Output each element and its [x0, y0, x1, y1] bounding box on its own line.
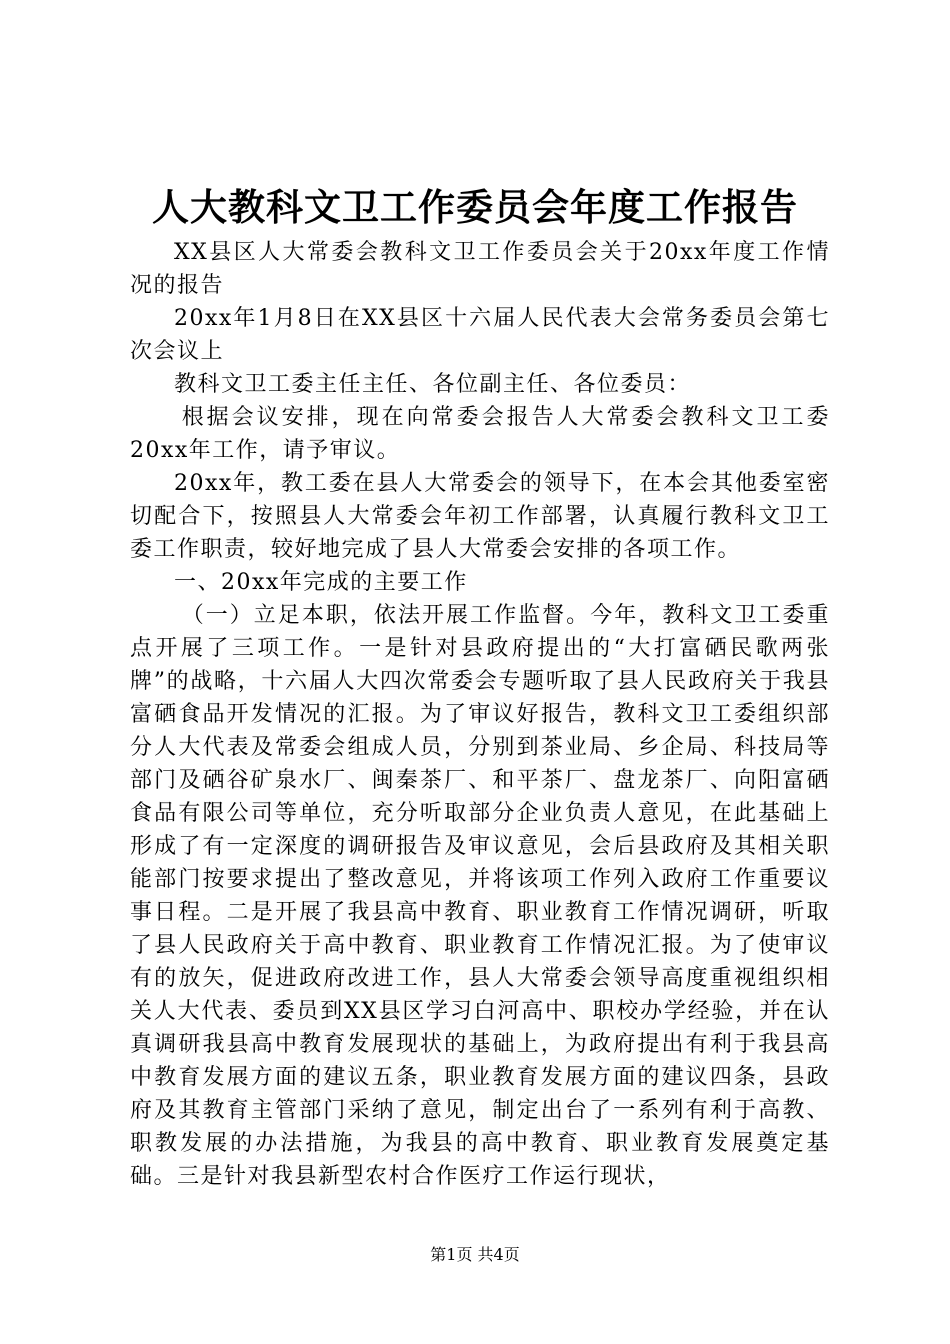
paragraph-salutation: 教科文卫工委主任主任、各位副主任、各位委员： [174, 372, 692, 397]
paragraph-intro: 根据会议安排，现在向常委会报告人大常委会教科文卫工委20xx年工作，请予审议。 [130, 405, 830, 463]
paragraph-section-1-1: （一）立足本职，依法开展工作监督。今年，教科文卫工委重点开展了三项工作。一是针对县政府提出的“大打富硒民歌两张牌”的战略，十六届人大四次常委会专题听取了县人民政府关于我县富硒食品开发情况的汇报。为了审议好报告，教科文卫工委组织部分人大代表及常委会组成人员，分别到茶业局、乡企局、科技局等部门及硒谷矿泉水厂、闽秦茶厂、和平茶厂、盘龙茶厂、向阳富硒食品有限公司等单位，充分听取部分企业负责人意见，在此基础上形成了有一定深度的调研报告及审议意见，会后县政府及其相关职能部门按要求提出了整改意见，并将该项工作列入政府工作重要议事日程。二是开展了我县高中教育、职业教育工作情况调研，听取了县人民政府关于高中教育、职业教育工作情况汇报。为了使审议有的放矢，促进政府改进工作，县人大常委会领导高度重视组织相关人大代表、委员到XX县区学习白河高中、职校办学经验，并在认真调研我县高中教育发展现状的基础上，为政府提出有利于我县高中教育发展方面的建议五条，职业教育发展方面的建议四条，县政府及其教育主管部门采纳了意见，制定出台了一系列有利于高教、职教发展的办法措施，为我县的高中教育、职业教育发展奠定基础。三是针对我县新型农村合作医疗工作运行现状， [130, 603, 830, 1189]
paragraph-summary: 20xx年，教工委在县人大常委会的领导下，在本会其他委室密切配合下，按照县人大常委会年初工作部署，认真履行教科文卫工委工作职责，较好地完成了县人大常委会安排的各项工作。 [130, 471, 830, 562]
document-body [130, 236, 830, 1193]
paragraph-report-heading: XX县区人大常委会教科文卫工作委员会关于20xx年度工作情况的报告 [130, 240, 830, 298]
page-footer: 第1页 共4页 [430, 1245, 520, 1264]
document-title: 人大教科文卫工作委员会年度工作报告 [152, 185, 798, 229]
section-heading-1: 一、20xx年完成的主要工作 [174, 570, 468, 595]
paragraph-meeting-info: 20xx年1月8日在XX县区十六届人民代表大会常务委员会第七次会议上 [130, 306, 830, 364]
